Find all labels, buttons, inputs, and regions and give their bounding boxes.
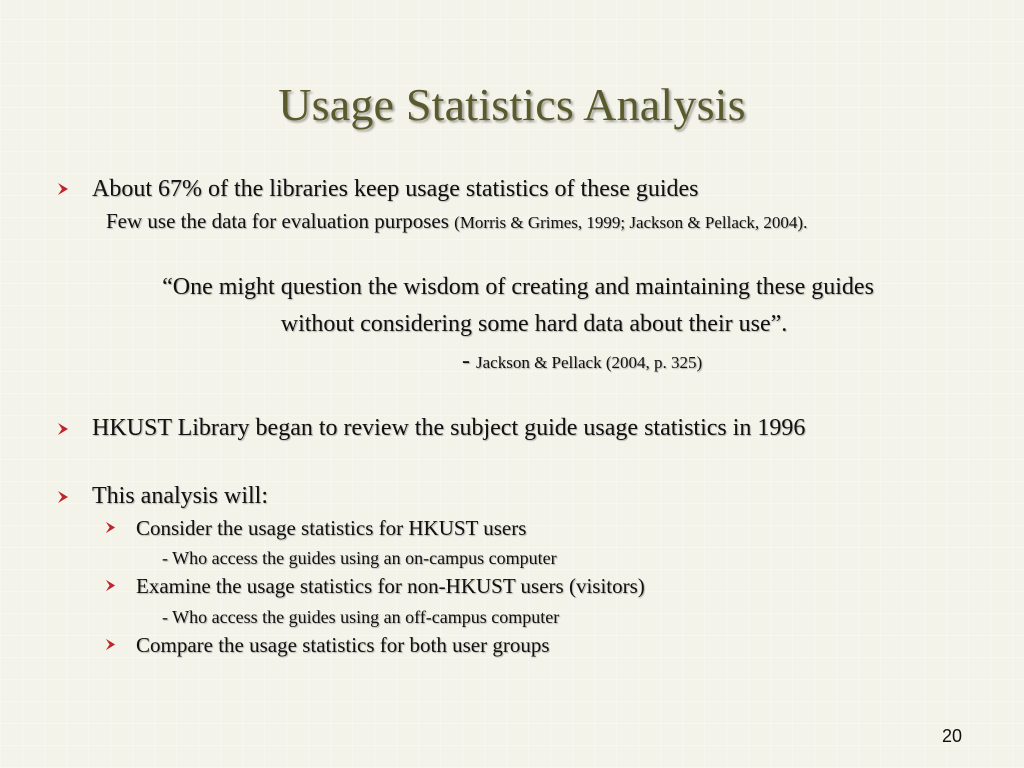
- sub-note-on-campus: - Who access the guides using an on-campus computer: [162, 548, 557, 568]
- bullet-evaluation-note: [106, 207, 807, 237]
- bullet-analysis-will: This analysis will:: [92, 483, 268, 509]
- sub-item-non-hkust-users: Examine the usage statistics for non-HKUST users (visitors): [136, 574, 645, 598]
- quote-attribution: [462, 347, 702, 377]
- evaluation-citation: (Morris & Grimes, 1999; Jackson & Pellack, 2004).: [454, 213, 808, 232]
- attribution-text: Jackson & Pellack (2004, p. 325): [476, 353, 703, 372]
- bullet-hkust-review: HKUST Library began to review the subject guide usage statistics in 1996: [92, 415, 806, 441]
- page-number: 20: [941, 726, 962, 746]
- sub-note-off-campus: - Who access the guides using an off-campus computer: [162, 607, 560, 627]
- bullet-libraries-usage: About 67% of the libraries keep usage statistics of these guides: [92, 176, 699, 202]
- attribution-dash: -: [462, 348, 476, 374]
- sub-item-hkust-users: Consider the usage statistics for HKUST users: [136, 516, 527, 540]
- quote-line-2: without considering some hard data about their use”.: [280, 311, 788, 337]
- slide-title: Usage Statistics Analysis: [278, 79, 746, 130]
- quote-line-1: “One might question the wisdom of creating and maintaining these guides: [162, 274, 874, 300]
- sub-item-compare-groups: Compare the usage statistics for both user groups: [136, 633, 550, 657]
- evaluation-note-text: Few use the data for evaluation purposes: [106, 209, 455, 233]
